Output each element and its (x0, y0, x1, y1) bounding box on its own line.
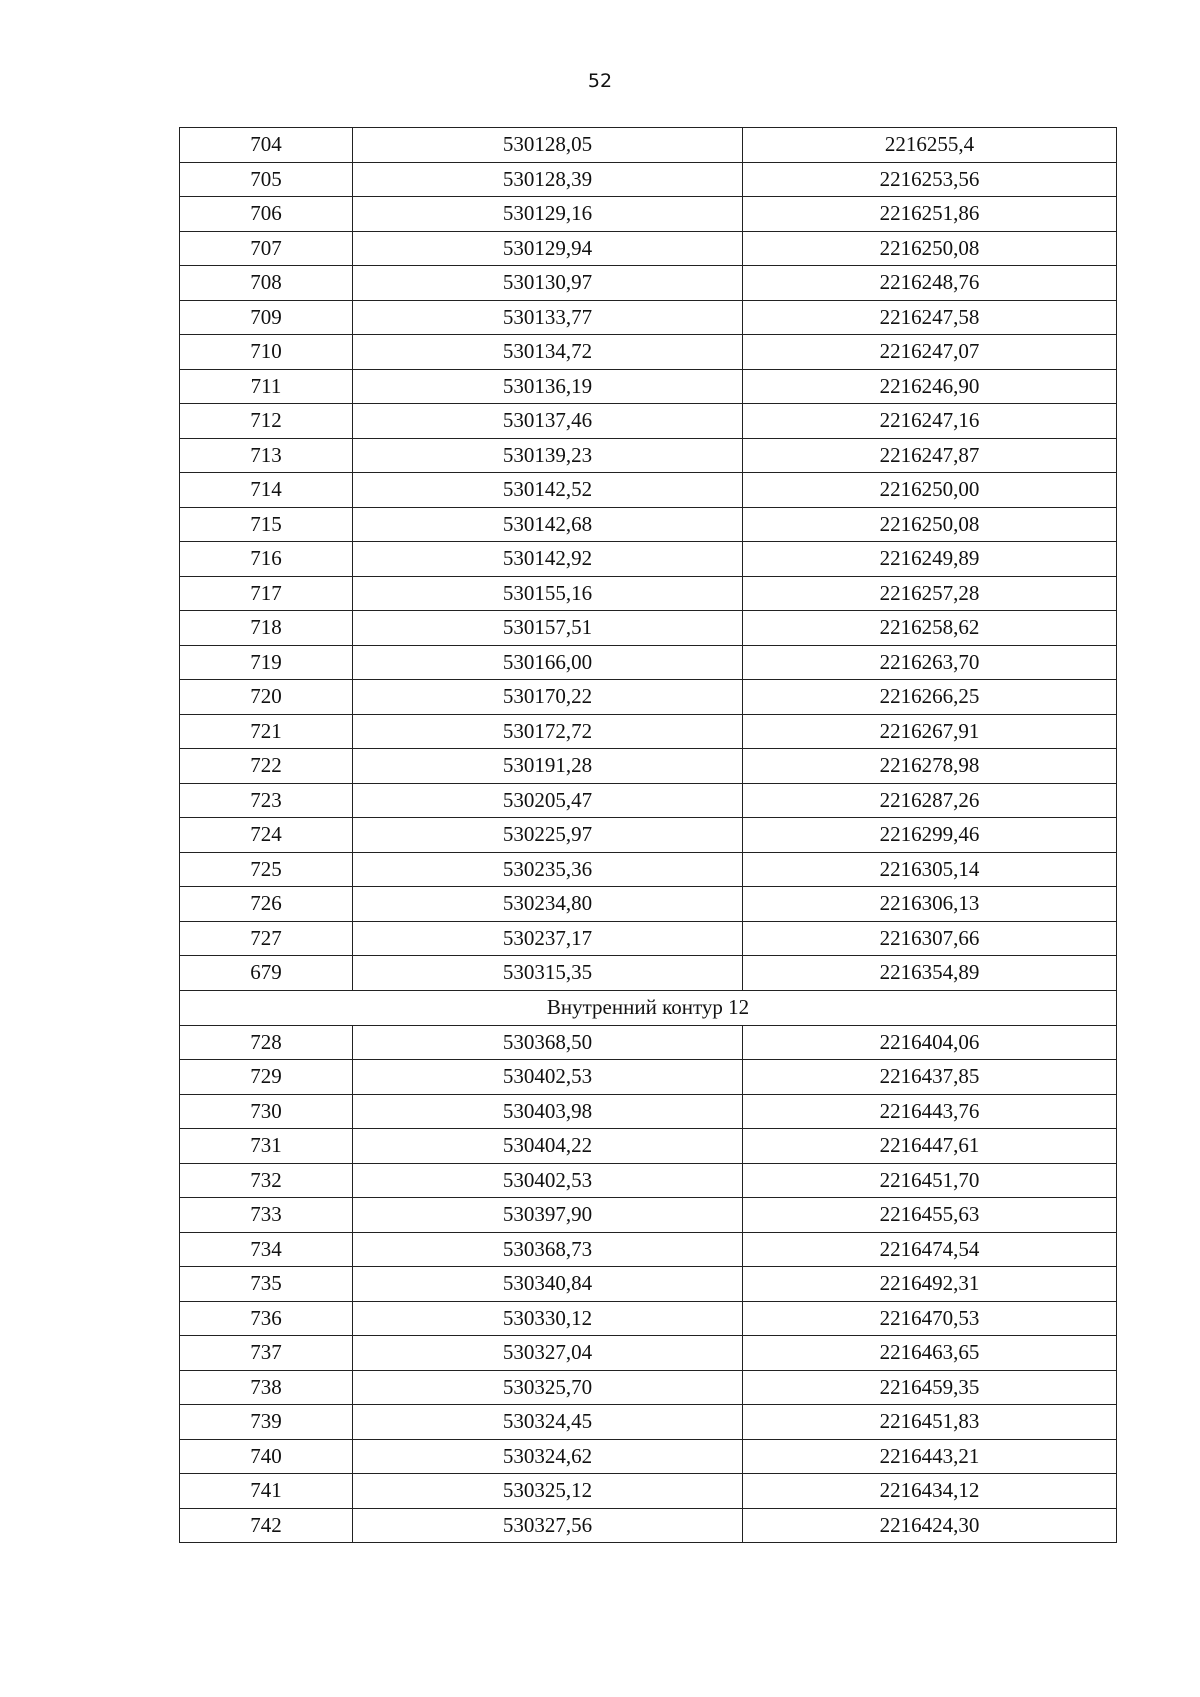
x-coordinate-cell: 530191,28 (353, 749, 743, 784)
x-coordinate-cell: 530172,72 (353, 714, 743, 749)
x-coordinate-cell: 530134,72 (353, 335, 743, 370)
table-body-after (180, 1025, 1117, 1543)
point-number-cell: 728 (180, 1025, 353, 1060)
table-row (180, 162, 1117, 197)
x-coordinate-cell: 530368,73 (353, 1232, 743, 1267)
point-number-cell: 737 (180, 1336, 353, 1371)
x-coordinate-cell: 530402,53 (353, 1060, 743, 1095)
x-coordinate-cell: 530404,22 (353, 1129, 743, 1164)
table-row (180, 645, 1117, 680)
x-coordinate-cell: 530170,22 (353, 680, 743, 715)
point-number-cell: 705 (180, 162, 353, 197)
x-coordinate-cell: 530234,80 (353, 887, 743, 922)
x-coordinate-cell: 530133,77 (353, 300, 743, 335)
x-coordinate-cell: 530397,90 (353, 1198, 743, 1233)
table-row (180, 921, 1117, 956)
point-number-cell: 726 (180, 887, 353, 922)
point-number-cell: 717 (180, 576, 353, 611)
y-coordinate-cell: 2216247,16 (743, 404, 1117, 439)
point-number-cell: 732 (180, 1163, 353, 1198)
table-row (180, 818, 1117, 853)
table-row (180, 576, 1117, 611)
point-number-cell: 709 (180, 300, 353, 335)
y-coordinate-cell: 2216247,58 (743, 300, 1117, 335)
table-row (180, 231, 1117, 266)
y-coordinate-cell: 2216455,63 (743, 1198, 1117, 1233)
x-coordinate-cell: 530368,50 (353, 1025, 743, 1060)
point-number-cell: 708 (180, 266, 353, 301)
y-coordinate-cell: 2216247,07 (743, 335, 1117, 370)
point-number-cell: 704 (180, 128, 353, 163)
point-number-cell: 714 (180, 473, 353, 508)
point-number-cell: 711 (180, 369, 353, 404)
point-number-cell: 739 (180, 1405, 353, 1440)
x-coordinate-cell: 530205,47 (353, 783, 743, 818)
y-coordinate-cell: 2216253,56 (743, 162, 1117, 197)
x-coordinate-cell: 530142,92 (353, 542, 743, 577)
table-row (180, 783, 1117, 818)
x-coordinate-cell: 530130,97 (353, 266, 743, 301)
point-number-cell: 735 (180, 1267, 353, 1302)
table-row (180, 852, 1117, 887)
x-coordinate-cell: 530225,97 (353, 818, 743, 853)
table-row (180, 611, 1117, 646)
table-row (180, 300, 1117, 335)
x-coordinate-cell: 530129,94 (353, 231, 743, 266)
point-number-cell: 740 (180, 1439, 353, 1474)
y-coordinate-cell: 2216451,70 (743, 1163, 1117, 1198)
table-row (180, 1267, 1117, 1302)
page-number: 52 (587, 70, 613, 92)
y-coordinate-cell: 2216307,66 (743, 921, 1117, 956)
point-number-cell: 736 (180, 1301, 353, 1336)
table-row (180, 1336, 1117, 1371)
y-coordinate-cell: 2216250,08 (743, 507, 1117, 542)
point-number-cell: 724 (180, 818, 353, 853)
table-row (180, 1198, 1117, 1233)
y-coordinate-cell: 2216474,54 (743, 1232, 1117, 1267)
y-coordinate-cell: 2216451,83 (743, 1405, 1117, 1440)
y-coordinate-cell: 2216447,61 (743, 1129, 1117, 1164)
point-number-cell: 734 (180, 1232, 353, 1267)
point-number-cell: 710 (180, 335, 353, 370)
y-coordinate-cell: 2216248,76 (743, 266, 1117, 301)
table-row (180, 1301, 1117, 1336)
table-row (180, 1129, 1117, 1164)
table-body-before (180, 128, 1117, 991)
y-coordinate-cell: 2216263,70 (743, 645, 1117, 680)
table-row (180, 1060, 1117, 1095)
y-coordinate-cell: 2216306,13 (743, 887, 1117, 922)
x-coordinate-cell: 530142,68 (353, 507, 743, 542)
point-number-cell: 679 (180, 956, 353, 991)
y-coordinate-cell: 2216247,87 (743, 438, 1117, 473)
table-row (180, 749, 1117, 784)
point-number-cell: 713 (180, 438, 353, 473)
x-coordinate-cell: 530324,62 (353, 1439, 743, 1474)
point-number-cell: 718 (180, 611, 353, 646)
point-number-cell: 733 (180, 1198, 353, 1233)
section-header-row (180, 990, 1117, 1025)
section-title: Внутренний контур 12 (180, 990, 1117, 1025)
point-number-cell: 731 (180, 1129, 353, 1164)
point-number-cell: 741 (180, 1474, 353, 1509)
x-coordinate-cell: 530136,19 (353, 369, 743, 404)
point-number-cell: 722 (180, 749, 353, 784)
x-coordinate-cell: 530128,05 (353, 128, 743, 163)
point-number-cell: 738 (180, 1370, 353, 1405)
table-row (180, 1508, 1117, 1543)
table-row (180, 887, 1117, 922)
y-coordinate-cell: 2216257,28 (743, 576, 1117, 611)
table-row (180, 1025, 1117, 1060)
y-coordinate-cell: 2216443,76 (743, 1094, 1117, 1129)
x-coordinate-cell: 530142,52 (353, 473, 743, 508)
point-number-cell: 729 (180, 1060, 353, 1095)
x-coordinate-cell: 530237,17 (353, 921, 743, 956)
table-row (180, 1439, 1117, 1474)
table-row (180, 438, 1117, 473)
section-header-group (180, 990, 1117, 1025)
coordinates-table (179, 127, 1117, 1543)
x-coordinate-cell: 530139,23 (353, 438, 743, 473)
table-row (180, 1370, 1117, 1405)
y-coordinate-cell: 2216266,25 (743, 680, 1117, 715)
y-coordinate-cell: 2216305,14 (743, 852, 1117, 887)
y-coordinate-cell: 2216246,90 (743, 369, 1117, 404)
table-row (180, 128, 1117, 163)
y-coordinate-cell: 2216299,46 (743, 818, 1117, 853)
table-row (180, 1405, 1117, 1440)
point-number-cell: 715 (180, 507, 353, 542)
point-number-cell: 723 (180, 783, 353, 818)
x-coordinate-cell: 530325,70 (353, 1370, 743, 1405)
y-coordinate-cell: 2216354,89 (743, 956, 1117, 991)
table-row (180, 404, 1117, 439)
table-row (180, 369, 1117, 404)
y-coordinate-cell: 2216251,86 (743, 197, 1117, 232)
table-row (180, 542, 1117, 577)
x-coordinate-cell: 530128,39 (353, 162, 743, 197)
y-coordinate-cell: 2216250,08 (743, 231, 1117, 266)
table-row (180, 335, 1117, 370)
y-coordinate-cell: 2216470,53 (743, 1301, 1117, 1336)
table-row (180, 1232, 1117, 1267)
point-number-cell: 730 (180, 1094, 353, 1129)
x-coordinate-cell: 530155,16 (353, 576, 743, 611)
x-coordinate-cell: 530315,35 (353, 956, 743, 991)
x-coordinate-cell: 530324,45 (353, 1405, 743, 1440)
y-coordinate-cell: 2216404,06 (743, 1025, 1117, 1060)
y-coordinate-cell: 2216463,65 (743, 1336, 1117, 1371)
table-row (180, 680, 1117, 715)
point-number-cell: 707 (180, 231, 353, 266)
point-number-cell: 719 (180, 645, 353, 680)
table-row (180, 197, 1117, 232)
point-number-cell: 706 (180, 197, 353, 232)
y-coordinate-cell: 2216249,89 (743, 542, 1117, 577)
point-number-cell: 742 (180, 1508, 353, 1543)
table-row (180, 473, 1117, 508)
point-number-cell: 720 (180, 680, 353, 715)
y-coordinate-cell: 2216255,4 (743, 128, 1117, 163)
x-coordinate-cell: 530325,12 (353, 1474, 743, 1509)
y-coordinate-cell: 2216492,31 (743, 1267, 1117, 1302)
x-coordinate-cell: 530403,98 (353, 1094, 743, 1129)
x-coordinate-cell: 530402,53 (353, 1163, 743, 1198)
table-row (180, 266, 1117, 301)
x-coordinate-cell: 530327,04 (353, 1336, 743, 1371)
y-coordinate-cell: 2216287,26 (743, 783, 1117, 818)
table-row (180, 1163, 1117, 1198)
y-coordinate-cell: 2216258,62 (743, 611, 1117, 646)
x-coordinate-cell: 530327,56 (353, 1508, 743, 1543)
point-number-cell: 721 (180, 714, 353, 749)
table-row (180, 714, 1117, 749)
y-coordinate-cell: 2216424,30 (743, 1508, 1117, 1543)
table-row (180, 1474, 1117, 1509)
x-coordinate-cell: 530340,84 (353, 1267, 743, 1302)
y-coordinate-cell: 2216278,98 (743, 749, 1117, 784)
point-number-cell: 727 (180, 921, 353, 956)
x-coordinate-cell: 530157,51 (353, 611, 743, 646)
x-coordinate-cell: 530330,12 (353, 1301, 743, 1336)
y-coordinate-cell: 2216267,91 (743, 714, 1117, 749)
y-coordinate-cell: 2216443,21 (743, 1439, 1117, 1474)
table-row (180, 507, 1117, 542)
y-coordinate-cell: 2216459,35 (743, 1370, 1117, 1405)
y-coordinate-cell: 2216250,00 (743, 473, 1117, 508)
y-coordinate-cell: 2216434,12 (743, 1474, 1117, 1509)
point-number-cell: 725 (180, 852, 353, 887)
x-coordinate-cell: 530166,00 (353, 645, 743, 680)
x-coordinate-cell: 530129,16 (353, 197, 743, 232)
point-number-cell: 716 (180, 542, 353, 577)
y-coordinate-cell: 2216437,85 (743, 1060, 1117, 1095)
x-coordinate-cell: 530137,46 (353, 404, 743, 439)
table-row (180, 1094, 1117, 1129)
table-row (180, 956, 1117, 991)
x-coordinate-cell: 530235,36 (353, 852, 743, 887)
point-number-cell: 712 (180, 404, 353, 439)
